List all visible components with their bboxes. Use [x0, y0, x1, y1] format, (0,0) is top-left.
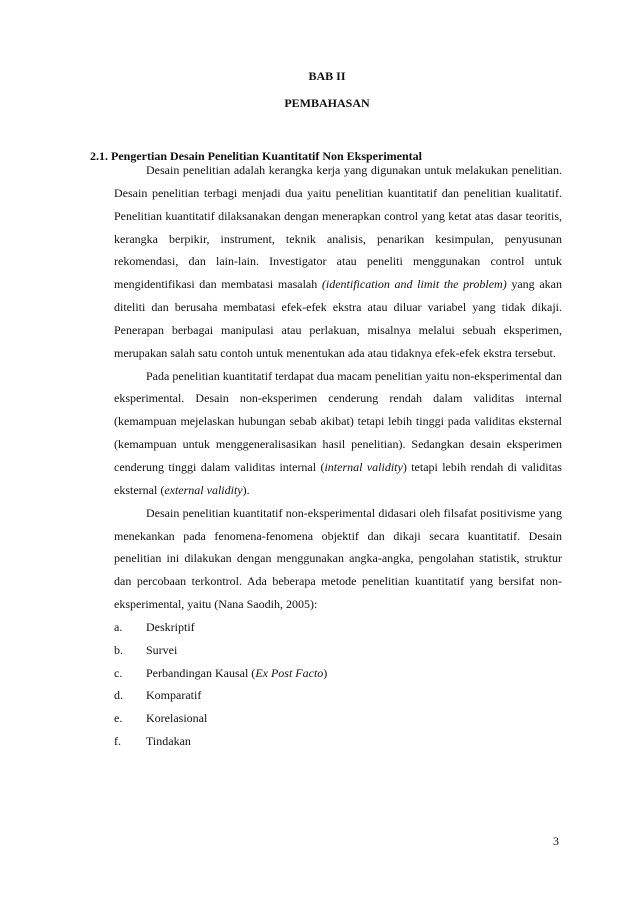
list-marker: f. [114, 734, 121, 749]
list-item [114, 707, 562, 730]
italic-term: Ex Post Facto [255, 665, 324, 680]
paragraph-1: Desain penelitian adalah kerangka kerja yang digunakan untuk melakukan penelitian. Desain penelitian terbagi menjadi dua yaitu penelitian kuantitatif dan penelitian kualitatif. Penelitian kuantitatif dilaksanakan dengan menerapkan control yang ketat atas dasar teoritis, kerangka berpikir, instrument, teknik analisis, penarikan kesimpulan, penyusunan rekomendasi, dan lain-lain. Investigator atau peneliti menggunakan control untuk mengidentifikasi dan membatasi masalah (identification and limit the problem) yang akan diteliti dan berusaha membatasi efek-efek ekstra atau diluar variabel yang tidak dikaji. Penerapan berbagai manipulasi atau perlakuan, misalnya melalui sebuah eksperimen, merupakan salah satu contoh untuk menentukan ada atau tidaknya efek-efek ekstra tersebut. [114, 163, 562, 360]
list-item-label: Perbandingan Kausal (Ex Post Facto) [146, 665, 328, 680]
list-item-label: Tindakan [146, 734, 191, 749]
italic-term: (identification and limit the problem) [321, 277, 507, 292]
list-item [114, 684, 562, 707]
italic-term: internal validity [324, 459, 403, 474]
chapter-label: BAB II [308, 69, 346, 83]
list-marker: a. [114, 619, 123, 634]
list-item-label: Deskriptif [146, 619, 195, 634]
body-text [114, 159, 562, 753]
list-item-label: Survei [146, 642, 178, 657]
list-item-label: Komparatif [146, 688, 202, 703]
list-marker: d. [114, 688, 123, 703]
list-item [114, 616, 562, 639]
list-marker: b. [114, 642, 123, 657]
list-item [114, 662, 562, 685]
section-heading: 2.1. Pengertian Desain Penelitian Kuantitatif Non Eksperimental [90, 149, 422, 163]
list-marker: c. [114, 665, 123, 680]
paragraph-3: Desain penelitian kuantitatif non-eksperimental didasari oleh filsafat positivisme yang menekankan pada fenomena-fenomena objektif dan dikaji secara kuantitatif. Desain penelitian ini dilakukan dengan menggunakan angka-angka, pengolahan statistik, struktur dan percobaan terkontrol. Ada beberapa metode penelitian kuantitatif yang bersifat non-eksperimental, yaitu (Nana Saodih, 2005): [114, 505, 562, 612]
italic-term: external validity [164, 482, 243, 497]
paragraph-2: Pada penelitian kuantitatif terdapat dua macam penelitian yaitu non-eksperimental dan eksperimental. Desain non-eksperimen cenderung rendah dalam validitas internal (kemampuan mejelaskan hubungan sebab akibat) tetapi lebih tinggi pada validitas eksternal (kemampuan untuk menggeneralisasikan hasil penelitian). Sedangkan desain eksperimen cenderung tinggi dalam validitas internal (internal validity) tetapi lebih rendah di validitas eksternal (external validity). [114, 368, 562, 497]
list-item-label: Korelasional [146, 711, 208, 726]
list-item [114, 730, 562, 753]
list-item [114, 639, 562, 662]
chapter-title: PEMBAHASAN [284, 96, 370, 110]
methods-list [114, 616, 562, 753]
list-marker: e. [114, 711, 123, 726]
page-number: 3 [553, 834, 559, 848]
